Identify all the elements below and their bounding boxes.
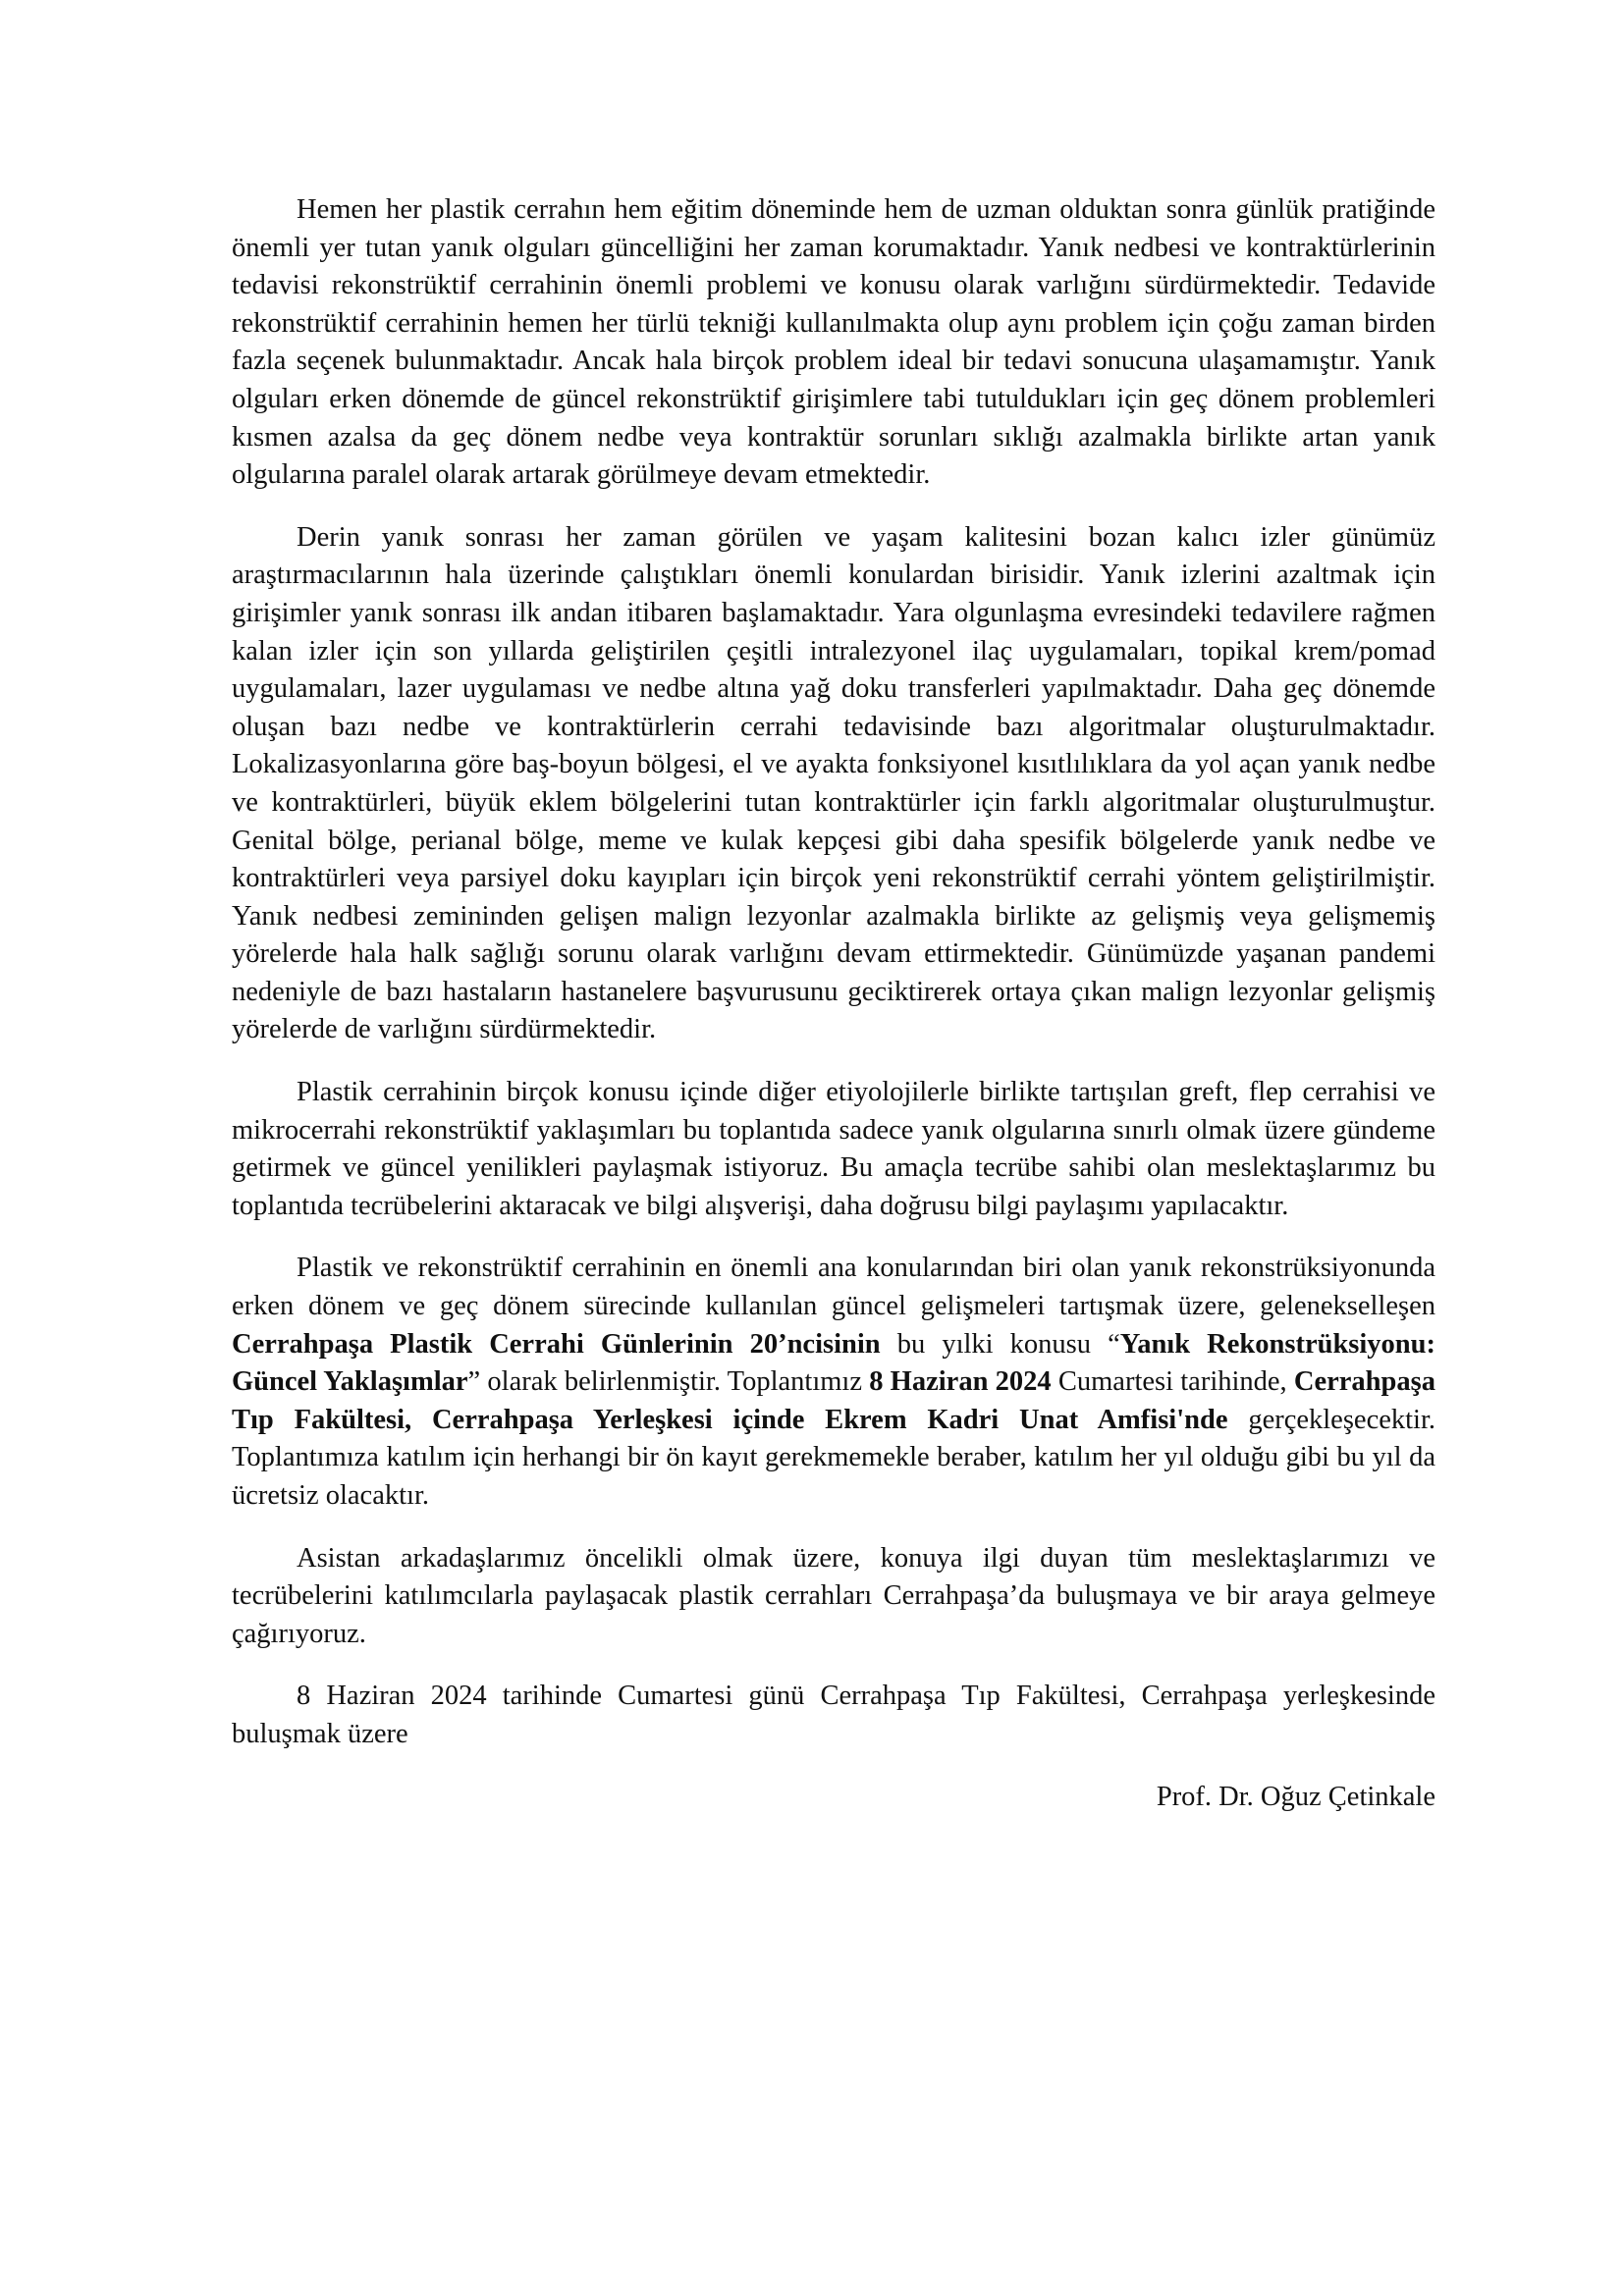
meeting-text-2: bu yılki konusu “: [880, 1328, 1120, 1360]
meeting-text-5: gerçekleşecektir. Toplantımıza katılım için herhangi bir ön kayıt gerekmemekle beraber, katılım her yıl olduğu gibi bu yıl da ücretsiz olacaktır.: [232, 1404, 1436, 1511]
paragraph-scar-treatment: Derin yanık sonrası her zaman görülen ve yaşam kalitesini bozan kalıcı izler günümüz araştırmacılarının hala üzerinde çalıştıkları önemli konulardan birisidir. Yanık izlerini azaltmak için girişimler yanık sonrası ilk andan itibaren başlamaktadır. Yara olgunlaşma evresindeki tedavilere rağmen kalan izler için son yıllarda geliştirilen çeşitli intralezyonel ilaç uygulamaları, topikal krem/pomad uygulamaları, lazer uygulaması ve nedbe altına yağ doku transferleri yapılmaktadır. Daha geç dönemde oluşan bazı nedbe ve kontraktürlerin cerrahi tedavisinde bazı algoritmalar oluşturulmaktadır. Lokalizasyonlarına göre baş-boyun bölgesi, el ve ayakta fonksiyonel kısıtlılıklara da yol açan yanık nedbe ve kontraktürleri, büyük eklem bölgelerini tutan kontraktürler için farklı algoritmalar oluşturulmuştur. Genital bölge, perianal bölge, meme ve kulak kepçesi gibi daha spesifik bölgelerde yanık nedbe ve kontraktürleri veya parsiyel doku kayıpları için birçok yeni rekonstrüktif cerrahi yöntem geliştirilmiştir. Yanık nedbesi zemininden gelişen malign lezyonlar azalmakla birlikte az gelişmiş veya gelişmemiş yörelerde hala halk sağlığı sorunu olarak varlığını devam ettirmektedir. Günümüzde yaşanan pandemi nedeniyle de bazı hastaların hastanelere başvurusunu geciktirerek ortaya çıkan malign lezyonlar gelişmiş yörelerde de varlığını sürdürmektedir.: [232, 521, 1435, 1045]
meeting-date: 8 Haziran 2024: [869, 1366, 1052, 1398]
meeting-text-4: Cumartesi tarihinde,: [1051, 1366, 1294, 1398]
paragraph-closing: 8 Haziran 2024 tarihinde Cumartesi günü Cerrahpaşa Tıp Fakültesi, Cerrahpaşa yerleşkesinde buluşmak üzere: [232, 1681, 1435, 1749]
document-body: [232, 191, 1435, 1816]
event-series-name: Cerrahpaşa Plastik Cerrahi Günlerinin 20’ncisinin: [232, 1328, 881, 1360]
meeting-topic: Yanık Rekonstrüksiyonu: Güncel Yaklaşımlar: [232, 1328, 1435, 1398]
meeting-text-3: ” olarak belirlenmiştir. Toplantımız: [467, 1366, 870, 1398]
paragraph-meeting-scope: Plastik cerrahinin birçok konusu içinde diğer etiyolojilerle birlikte tartışılan greft, flep cerrahisi ve mikrocerrahi rekonstrüktif yaklaşımları bu toplantıda sadece yanık olgularına sınırlı olmak üzere gündeme getirmek ve güncel yenilikleri paylaşmak istiyoruz. Bu amaçla tecrübe sahibi olan meslektaşlarımız bu toplantıda tecrübelerini aktaracak ve bilgi alışverişi, daha doğrusu bilgi paylaşımı yapılacaktır.: [232, 1077, 1435, 1221]
signature: Prof. Dr. Oğuz Çetinkale: [1156, 1781, 1435, 1812]
paragraph-invitation: Asistan arkadaşlarımız öncelikli olmak üzere, konuya ilgi duyan tüm meslektaşlarımızı ve tecrübelerini katılımcılarla paylaşacak plastik cerrahları Cerrahpaşa’da buluşmaya ve bir araya gelmeye çağırıyoruz.: [232, 1542, 1435, 1649]
meeting-venue: Cerrahpaşa Tıp Fakültesi, Cerrahpaşa Yerleşkesi içinde Ekrem Kadri Unat Amfisi'nde: [232, 1366, 1435, 1435]
paragraph-meeting-details: [232, 1250, 1435, 1515]
meeting-text-1: Plastik ve rekonstrüktif cerrahinin en önemli ana konularından biri olan yanık rekonstrüksiyonunda erken dönem ve geç dönem sürecinde kullanılan güncel gelişmeleri tartışmak üzere, gelenekselleşen: [232, 1253, 1435, 1322]
paragraph-introduction: Hemen her plastik cerrahın hem eğitim döneminde hem de uzman olduktan sonra günlük pratiğinde önemli yer tutan yanık olguları güncelliğini her zaman korumaktadır. Yanık nedbesi ve kontraktürlerinin tedavisi rekonstrüktif cerrahinin önemli problemi ve konusu olarak varlığını sürdürmektedir. Tedavide rekonstrüktif cerrahinin hemen her türlü tekniği kullanılmakta olup aynı problem için çoğu zaman birden fazla seçenek bulunmaktadır. Ancak hala birçok problem ideal bir tedavi sonucuna ulaşamamıştır. Yanık olguları erken dönemde de güncel rekonstrüktif girişimlere tabi tutuldukları için geç dönem problemleri kısmen azalsa da geç dönem nedbe veya kontraktür sorunları sıklığı azalmakla birlikte artan yanık olgularına paralel olarak artarak görülmeye devam etmektedir.: [232, 194, 1435, 491]
